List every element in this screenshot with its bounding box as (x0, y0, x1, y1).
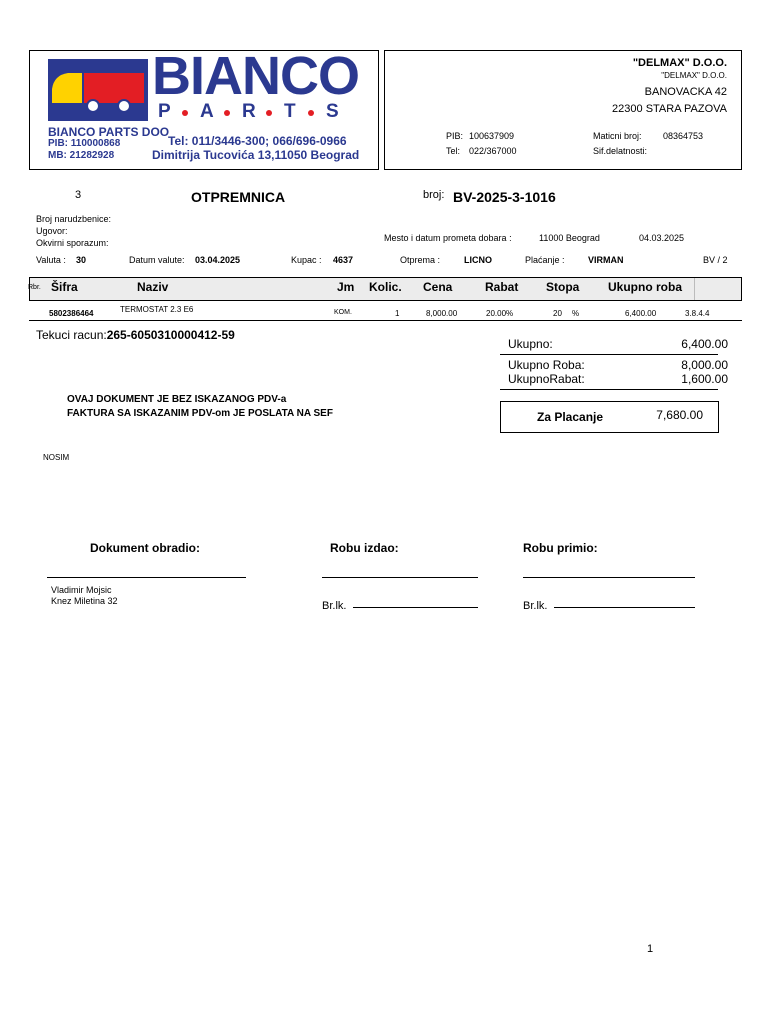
company-mb: MB: 21282928 (48, 150, 115, 161)
customer-tel-value: 022/367000 (469, 146, 517, 156)
logo-letter-t: T (284, 101, 296, 122)
primio-brlk-line (554, 607, 695, 608)
sporazum-label: Okvirni sporazum: (36, 238, 109, 248)
doc-title: OTPREMNICA (191, 189, 286, 205)
row-rabat: 20.00% (486, 309, 514, 318)
roba-value: 8,000.00 (681, 358, 728, 372)
logo-letter-p: P (158, 101, 171, 122)
table-row (29, 302, 742, 320)
customer-name: "DELMAX" D.O.O. (632, 57, 727, 69)
izdao-brlk-line (353, 607, 478, 608)
note-line-1: OVAJ DOKUMENT JE BEZ ISKAZANOG PDV-a (67, 394, 287, 405)
customer-pib-label: PIB: (446, 131, 464, 141)
table-header-col-rbr: Rbr. (28, 284, 41, 291)
logo-dot (224, 110, 230, 116)
customer-pib-value: 100637909 (469, 131, 515, 141)
valuta-label: Valuta : (36, 255, 66, 265)
logo-dot (182, 110, 188, 116)
table-header-col-stopa: Stopa (546, 280, 580, 294)
customer-box (384, 50, 742, 170)
totals-line-2 (500, 389, 718, 390)
totals-line-1 (500, 354, 718, 355)
customer-name-small: "DELMAX" D.O.O. (661, 71, 727, 80)
company-address: Dimitrija Tucovića 13,11050 Beograd (152, 148, 360, 162)
primio-label: Robu primio: (523, 541, 598, 555)
rabat-value: 1,600.00 (681, 372, 728, 386)
company-header-box (29, 46, 379, 170)
racun-value: 265-6050310000412-59 (106, 328, 235, 342)
page-number: 1 (647, 943, 654, 955)
row-extra: 3.8.4.4 (685, 309, 710, 318)
table-header-col-ukupno: Ukupno roba (608, 280, 682, 294)
table-header-col-jm: Jm (337, 280, 355, 294)
logo-dot (266, 110, 272, 116)
row-sifra: 5802386464 (49, 309, 94, 318)
placanje-label: Plaćanje : (525, 255, 565, 265)
person-address: Knez Miletina 32 (51, 596, 118, 606)
truck-logo-icon (48, 59, 148, 121)
otprema-value: LICNO (464, 255, 492, 265)
narudzbenice-label: Broj narudzbenice: (36, 214, 112, 224)
row-jm: KOM. (334, 309, 352, 316)
table-header-col-rabat: Rabat (485, 280, 519, 294)
rabat-label: UkupnoRabat: (508, 372, 585, 386)
logo (48, 46, 359, 123)
ukupno-value: 6,400.00 (681, 337, 728, 351)
customer-maticni-label: Maticni broj: (593, 131, 642, 141)
broj-label: broj: (423, 189, 445, 201)
izdao-label: Robu izdao: (330, 541, 399, 555)
logo-letter-s: S (326, 101, 339, 122)
kupac-label: Kupac : (291, 255, 322, 265)
note-line-2: FAKTURA SA ISKAZANIM PDV-om JE POSLATA NA SEF (67, 408, 333, 419)
table-header-col-sifra: Šifra (51, 280, 78, 294)
table-header (29, 277, 742, 301)
logo-word: BIANCO (152, 46, 359, 106)
person-name: Vladimir Mojsic (51, 585, 112, 595)
table-bottom-line (29, 320, 742, 321)
row-cena: 8,000.00 (426, 309, 458, 318)
racun-label: Tekuci racun: (36, 328, 107, 342)
za-placanje-value: 7,680.00 (656, 408, 703, 422)
customer-sif-label: Sif.delatnosti: (593, 146, 648, 156)
bv-value: BV / 2 (703, 255, 728, 265)
nosim-note: NOSIM (43, 453, 70, 462)
customer-street: BANOVACKA 42 (644, 86, 727, 98)
company-phone: Tel: 011/3446-300; 066/696-0966 (168, 134, 347, 148)
customer-tel-label: Tel: (446, 146, 461, 156)
primio-signature-line (523, 577, 695, 578)
customer-city: 22300 STARA PAZOVA (612, 103, 727, 115)
datum-value: 04.03.2025 (639, 233, 685, 243)
datum-valute-value: 03.04.2025 (195, 255, 241, 265)
row-ukupno: 6,400.00 (625, 309, 657, 318)
izdao-signature-line (322, 577, 478, 578)
primio-brlk-label: Br.lk. (523, 600, 548, 612)
obradio-label: Dokument obradio: (90, 541, 200, 555)
doc-number-left: 3 (75, 189, 82, 201)
obradio-signature-line (47, 577, 246, 578)
kupac-value: 4637 (333, 255, 354, 265)
otprema-label: Otprema : (400, 255, 441, 265)
row-stopa-unit: % (572, 309, 580, 318)
datum-valute-label: Datum valute: (129, 255, 185, 265)
placanje-value: VIRMAN (588, 255, 624, 265)
company-name: BIANCO PARTS DOO (48, 125, 170, 139)
customer-maticni-value: 08364753 (663, 131, 704, 141)
row-naziv: TERMOSTAT 2.3 E6 (120, 305, 194, 314)
logo-letter-r: R (242, 101, 256, 122)
ugovor-label: Ugovor: (36, 226, 68, 236)
racun-line (36, 328, 235, 342)
izdao-brlk-label: Br.lk. (322, 600, 347, 612)
logo-parts-row (152, 101, 352, 123)
ukupno-label: Ukupno: (508, 337, 553, 351)
roba-label: Ukupno Roba: (508, 358, 585, 372)
valuta-value: 30 (76, 255, 87, 265)
row-stopa: 20 (553, 309, 562, 318)
company-pib: PIB: 110000868 (48, 138, 121, 149)
logo-letter-a: A (200, 101, 214, 122)
mesto-label: Mesto i datum prometa dobara : (384, 233, 512, 243)
table-header-col-naziv: Naziv (137, 280, 169, 294)
za-placanje-label: Za Placanje (537, 410, 604, 424)
mesto-value: 11000 Beograd (539, 233, 600, 243)
logo-dot (308, 110, 314, 116)
za-placanje-box (500, 401, 719, 433)
table-header-col-cena: Cena (423, 280, 453, 294)
broj-value: BV-2025-3-1016 (453, 189, 556, 205)
table-header-col-kolic: Kolic. (369, 280, 402, 294)
row-kolic: 1 (395, 309, 400, 318)
